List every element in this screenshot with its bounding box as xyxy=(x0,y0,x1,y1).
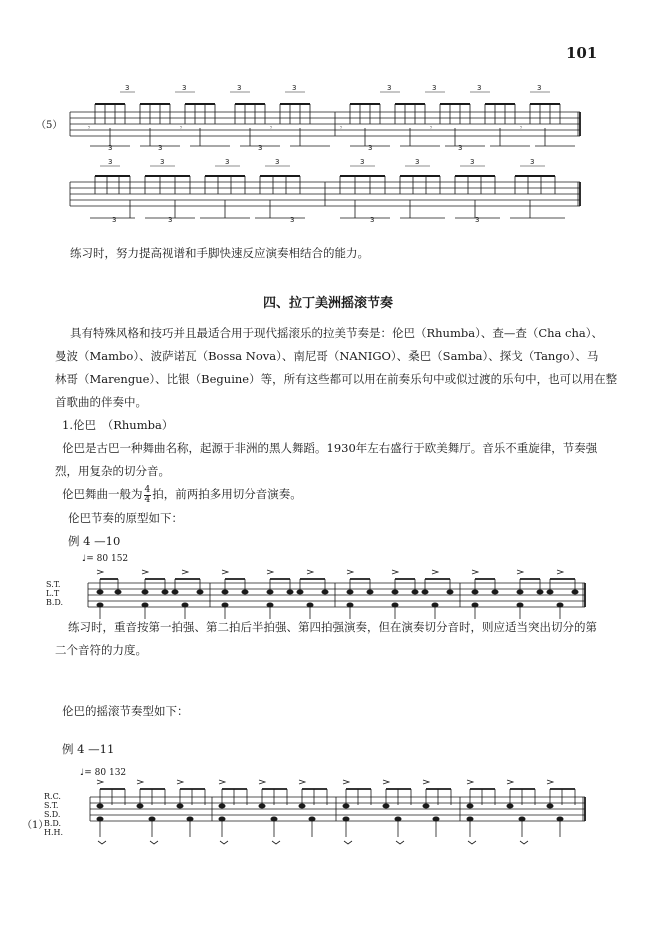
svg-text:3: 3 xyxy=(108,144,113,152)
svg-text:𝄾: 𝄾 xyxy=(88,124,90,132)
intro-line-1: 具有特殊风格和技巧并且最适合用于现代摇滚乐的拉美节奏是：伦巴（Rhumba）、查—查（Cha cha）、 xyxy=(70,326,604,340)
staff-label: S.T. xyxy=(46,580,61,589)
intro-line-4: 首歌曲的伴奏中。 xyxy=(55,395,147,409)
svg-text:3: 3 xyxy=(458,144,463,152)
practice-4-10-line-1: 练习时，重音按第一拍强、第二拍后半拍强、第四拍强演奏，但在演奏切分音时，则应适当突出切分的第 xyxy=(68,620,597,634)
svg-text:3: 3 xyxy=(432,84,437,92)
svg-text:3: 3 xyxy=(158,144,163,152)
staff-label: S.D. xyxy=(44,810,61,819)
rhumba-desc-2: 烈，用复杂的切分音。 xyxy=(55,464,170,478)
staff-label: B.D. xyxy=(44,819,62,828)
svg-text:𝄾: 𝄾 xyxy=(270,124,272,132)
staff-label: S.T. xyxy=(44,801,59,810)
staff-label: L.T xyxy=(46,589,60,598)
prototype-intro: 伦巴节奏的原型如下： xyxy=(68,511,183,525)
svg-text:3: 3 xyxy=(477,84,482,92)
staff-system-1 xyxy=(70,92,580,146)
section-title: 四、拉丁美洲摇滚节奏 xyxy=(262,296,393,311)
rock-intro: 伦巴的摇滚节奏型如下： xyxy=(62,704,189,718)
svg-text:3: 3 xyxy=(475,216,480,224)
svg-text:3: 3 xyxy=(470,158,475,166)
notation-example-4-11 xyxy=(0,775,656,855)
tempo-4-10 xyxy=(82,554,128,564)
svg-text:𝄾: 𝄾 xyxy=(340,124,342,132)
rhumba-desc-1: 伦巴是古巴一种舞曲名称，起源于非洲的黑人舞蹈。1930年左右盛行于欧美舞厅。音乐不重旋律，节奏强 xyxy=(62,441,598,455)
example-4-11-label: 例 4 —11 xyxy=(62,742,115,756)
svg-text:3: 3 xyxy=(112,216,117,224)
notation-example-5 xyxy=(0,0,656,240)
svg-text:𝄾: 𝄾 xyxy=(520,124,522,132)
meter-suffix: 拍，前两拍多用切分音演奏。 xyxy=(152,487,302,501)
meter-fraction xyxy=(144,486,152,505)
svg-text:3: 3 xyxy=(182,84,187,92)
svg-text:3: 3 xyxy=(168,216,173,224)
svg-text:3: 3 xyxy=(368,144,373,152)
svg-text:3: 3 xyxy=(160,158,165,166)
practice-4-10-line-2: 二个音符的力度。 xyxy=(55,643,147,657)
svg-text:3: 3 xyxy=(530,158,535,166)
svg-text:3: 3 xyxy=(415,158,420,166)
tempo-text: = 80 152 xyxy=(86,554,129,564)
svg-text:3: 3 xyxy=(360,158,365,166)
svg-text:3: 3 xyxy=(108,158,113,166)
practice-note: 练习时，努力提高视谱和手脚快速反应演奏相结合的能力。 xyxy=(70,246,369,260)
rhumba-subheading: 1.伦巴 （Rhumba） xyxy=(62,418,174,432)
svg-text:3: 3 xyxy=(237,84,242,92)
svg-text:3: 3 xyxy=(275,158,280,166)
example-5-label: （5） xyxy=(36,120,63,131)
page-number: 101 xyxy=(566,44,598,62)
meter-prefix: 伦巴舞曲一般为 xyxy=(62,487,143,501)
staff-system-2 xyxy=(70,166,580,218)
example-4-11-number: （1） xyxy=(22,820,49,831)
svg-text:𝄾: 𝄾 xyxy=(180,124,182,132)
intro-line-2: 曼波（Mambo）、波萨诺瓦（Bossa Nova）、南尼哥（NANIGO）、桑巴（Samba）、探戈（Tango）、马 xyxy=(55,349,599,363)
svg-text:3: 3 xyxy=(387,84,392,92)
intro-line-3: 林哥（Marengue）、比银（Beguine）等，所有这些都可以用在前奏乐句中或似过渡的乐句中，也可以用在整 xyxy=(55,372,618,386)
example-4-10-label: 例 4 —10 xyxy=(68,534,121,548)
svg-text:3: 3 xyxy=(537,84,542,92)
svg-text:3: 3 xyxy=(258,144,263,152)
rhumba-meter-line xyxy=(62,483,302,506)
meter-denominator: 4 xyxy=(144,494,151,505)
svg-text:3: 3 xyxy=(290,216,295,224)
staff-label: R.C. xyxy=(44,792,61,801)
svg-text:3: 3 xyxy=(292,84,297,92)
meter-numerator: 4 xyxy=(144,484,151,495)
staff-label: H.H. xyxy=(44,828,64,837)
svg-text:𝄾: 𝄾 xyxy=(430,124,432,132)
svg-text:3: 3 xyxy=(370,216,375,224)
svg-text:3: 3 xyxy=(225,158,230,166)
quarter-note-icon: ♩ xyxy=(82,554,87,564)
quarter-note-icon: ♩ xyxy=(80,768,85,778)
tempo-text: = 80 132 xyxy=(84,768,127,778)
svg-text:3: 3 xyxy=(125,84,130,92)
staff-label: B.D. xyxy=(46,598,64,607)
